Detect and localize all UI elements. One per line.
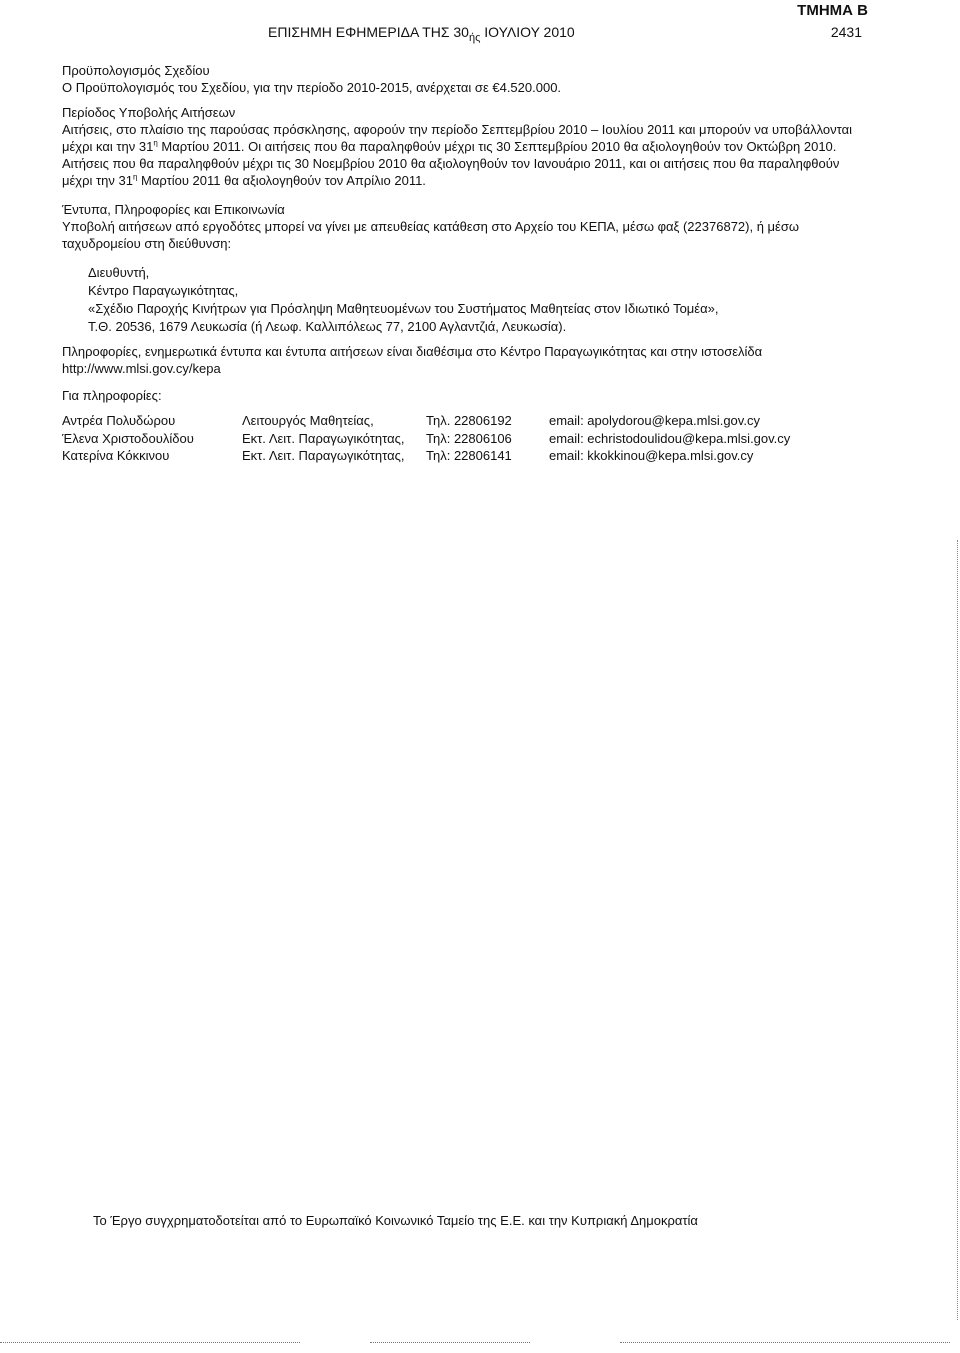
address-line: Τ.Θ. 20536, 1679 Λευκωσία (ή Λεωφ. Καλλιπόλεως 77, 2100 Αγλαντζιά, Λευκωσία). [88, 319, 567, 334]
budget-text: Ο Προϋπολογισμός του Σχεδίου, για την περίοδο 2010-2015, ανέρχεται σε €4.520.000. [62, 80, 562, 95]
contact-name: Κατερίνα Κόκκινου [62, 448, 170, 463]
submission-text: Αιτήσεις, στο πλαίσιο της παρούσας πρόσκλησης, αφορούν την περίοδο Σεπτεμβρίου 2010 – Ιουλίου 2011 και μπορούν να υποβάλλονται μέχρι και την $31^\eta$ Μαρτίου 2011. Οι αιτήσεις που θα παραληφθούν μέχρι τις 30 Σεπτεμβρίου 2010 θα αξιολογηθούν τον Οκτώβρη 2010. Αιτήσεις που θα παραληφθούν μέχρι τις 30 Νοεμβρίου 2010 θα αξιολογηθούν τον Ιανουάριο 2011, και οι αιτήσεις που θα παραληφθούν μέχρι την $31^\eta$ Μαρτίου 2011 θα αξιολογηθούν τον Απρίλιο 2011. [62, 122, 853, 188]
gazette-title [268, 24, 575, 44]
gazette-title-main: ΕΠΙΣΗΜΗ ΕΦΗΜΕΡΙΔΑ ΤΗΣ 30 [268, 24, 469, 40]
mailing-address [88, 264, 718, 336]
page-number: 2431 [830, 24, 862, 40]
contact-email[interactable]: email: kkokkinou@kepa.mlsi.gov.cy [549, 448, 754, 463]
contacts-heading: Για πληροφορίες: [62, 388, 162, 403]
forms-section [62, 201, 870, 252]
budget-section [62, 62, 870, 96]
contact-role: Εκτ. Λειτ. Παραγωγικότητας, [242, 431, 405, 446]
address-line: «Σχέδιο Παροχής Κινήτρων για Πρόσληψη Μαθητευομένων του Συστήματος Μαθητείας στον Ιδιωτικό Τομέα», [88, 301, 719, 316]
contact-phone: Τηλ: 22806141 [426, 448, 512, 463]
contact-email[interactable]: email: apolydorou@kepa.mlsi.gov.cy [549, 413, 760, 428]
contact-email[interactable]: email: echristodoulidou@kepa.mlsi.gov.cy [549, 431, 791, 446]
scan-bottom-mark [370, 1342, 530, 1343]
address-line: Διευθυντή, [88, 265, 150, 280]
forms-heading: Έντυπα, Πληροφορίες και Επικοινωνία [62, 202, 285, 217]
scan-bottom-mark [0, 1342, 300, 1343]
info-text: Πληροφορίες, ενημερωτικά έντυπα και έντυπα αιτήσεων είναι διαθέσιμα στο Κέντρο Παραγωγικότητας και στην ιστοσελίδα http://www.mlsi.gov.cy/kepa [62, 344, 763, 376]
gazette-title-suffix: ής [468, 31, 481, 44]
address-line: Κέντρο Παραγωγικότητας, [88, 283, 239, 298]
contact-phone: Τηλ: 22806106 [426, 431, 512, 446]
forms-text: Υποβολή αιτήσεων από εργοδότες μπορεί να γίνει με απευθείας κατάθεση στο Αρχείο του ΚΕΠΑ, μέσω φαξ (22376872), ή μέσω ταχυδρομείου στη διεύθυνση: [62, 219, 800, 251]
scan-edge-mark [957, 540, 958, 1320]
gazette-title-date: ΙΟΥΛΙΟΥ 2010 [480, 24, 575, 40]
contact-phone: Τηλ. 22806192 [426, 413, 512, 428]
cofunding-footer: Το Έργο συγχρηματοδοτείται από το Ευρωπαϊκό Κοινωνικό Ταμείο της Ε.Ε. και την Κυπριακή Δημοκρατία [93, 1213, 698, 1228]
gazette-section: ΤΜΗΜΑ Β [797, 2, 868, 19]
scan-bottom-mark [620, 1342, 950, 1343]
budget-heading: Προϋπολογισμός Σχεδίου [62, 63, 210, 78]
contact-role: Λειτουργός Μαθητείας, [242, 413, 374, 428]
contact-role: Εκτ. Λειτ. Παραγωγικότητας, [242, 448, 405, 463]
contact-name: Αντρέα Πολυδώρου [62, 413, 176, 428]
submission-heading: Περίοδος Υποβολής Αιτήσεων [62, 105, 236, 120]
info-section [62, 343, 870, 377]
contact-name: Έλενα Χριστοδουλίδου [62, 431, 194, 446]
submission-section [62, 104, 870, 189]
